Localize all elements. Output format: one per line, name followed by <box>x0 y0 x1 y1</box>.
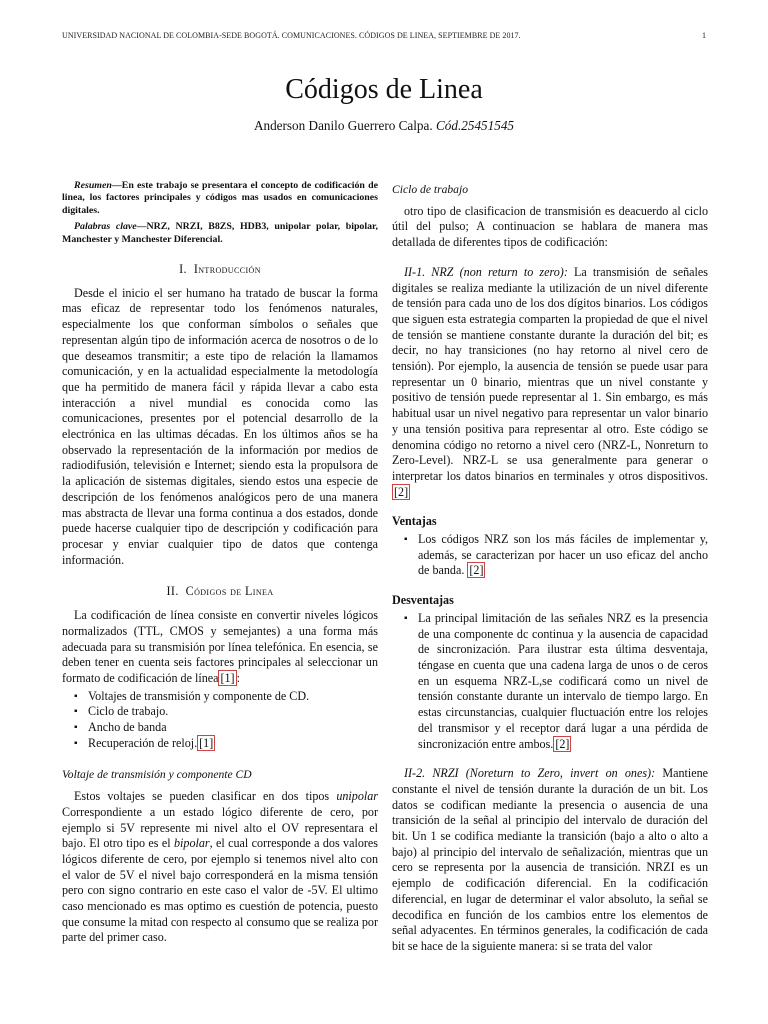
voltaje-text: , el cual corresponde a dos valores lógicos diferente de cero, por ejemplo si tenemos nivel alto con el valor de 5V el nivel bajo corresponderá en la misma tensión pero con signo contrario en este caso el valor de -5V. El ultimo caso mencionado es mas optimo es cuestión de potencia, puesto que consume la mitad con respecto al consumo que se realiza por parte del primer caso. <box>62 836 379 945</box>
ventajas-heading: Ventajas <box>392 514 437 529</box>
author-name: Anderson Danilo Guerrero Calpa. <box>253 118 433 133</box>
nrz-heading: II-1. NRZ (non return to zero): <box>404 264 568 279</box>
list-item <box>88 736 378 752</box>
desventajas-text: La principal limitación de las señales NRZ es la presencia de una componente dc continua y la ausencia de capacidad de sincronización. Para ilustrar esta última desventaja, téngase en cuenta que una cadena larga de unos o de ceros en un esquema NRZ-L,se codificará como un nivel de tensión constante durante un intervalo de tiempo largo. En estas circunstancias, cualquier fluctuación entre los relojes del transmisor y el receptor dará lugar a una pérdida de sincronización entre ambos. <box>418 610 708 751</box>
abstract <box>62 180 378 246</box>
term-bipolar: bipolar <box>173 836 210 851</box>
ciclo-paragraph: otro tipo de clasificacion de transmisión es deacuerdo al ciclo útil del pulso; A continuacion se hablara de manera mas detallada de diferentes tipos de codificación: <box>392 203 708 250</box>
codigos-paragraph <box>62 608 378 687</box>
codigos-text: La codificación de línea consiste en convertir niveles lógicos normalizados (TTL, CMOS y semejantes) a una forma más adecuada para su transmisión por línea telefónica. En esencia, se deben tener en cuenta seis factores principales al seleccionar un formato de codificación de línea <box>62 608 378 685</box>
citation-link[interactable]: [1] <box>220 670 235 685</box>
nrzi-paragraph <box>392 766 708 954</box>
right-column <box>392 180 708 955</box>
section-numeral: II. <box>166 584 179 599</box>
ventajas-list <box>392 532 708 579</box>
voltaje-text: Correspondiente a un estado lógico diferente de cero, por ejemplo si 5V represente mi nivel alto el OV representara el bajo. El otro tipo es el <box>62 804 378 851</box>
left-column <box>62 180 378 946</box>
section-title: Códigos de Linea <box>185 584 274 599</box>
page-number: 1 <box>701 31 706 40</box>
section-numeral: I. <box>179 262 187 277</box>
codigos-colon: : <box>236 670 240 685</box>
ventajas-text: Los códigos NRZ son los más fáciles de implementar y, además, se caracterizan por hacer un uso eficaz del ancho de banda. <box>418 532 708 578</box>
subsection-heading-voltaje: Voltaje de transmisión y componente CD <box>62 768 252 782</box>
nrz-text: La transmisión de señales digitales se realiza mediante la utilización de un nivel diferente de tensión para cada uno de los dos dígitos binarios. Los códigos que siguen esta estrategia comparten la propiedad de que el nivel de tensión se mantiene constante durante la duración del bit; es decir, no hay transiciones (no hay retorno al nivel cero de tensión). Por ejemplo, la ausencia de tensión se puede usar para representar un 0 binario, mientras que un nivel constante y positivo de tensión puede representar al 1. Sin embargo, es más habitual usar un nivel negativo para representar un valor binario y una tensión positiva para representar al otro. Este código se denomina código no retorno a nivel cero (NRZ-L, Nonreturn to Zero-Level). NRZ-L se usa generalmente para generar o interpretar los datos binarios en terminales y otros dispositivos. <box>392 264 708 483</box>
section-title: Introducción <box>193 262 261 277</box>
list-item <box>88 720 378 736</box>
paper-title: Códigos de Linea <box>285 74 483 105</box>
voltaje-text: Estos voltajes se pueden clasificar en dos tipos <box>74 789 337 804</box>
citation-link[interactable]: [2] <box>555 736 570 751</box>
abstract-text: —En este trabajo se presentara el concepto de codificación de linea, los factores principales y códigos mas usados en comunicaciones digitales. <box>62 180 378 216</box>
voltaje-paragraph <box>62 789 378 946</box>
list-item <box>418 611 708 752</box>
intro-paragraph: Desde el inicio el ser humano ha tratado de buscar la forma mas eficaz de representar todo los fenómenos naturales, especialmente los que conforman símbolos o señales que representan algún tipo de información acerca de nosotros o de lo que deseamos transmitir; a este tipo de relación la llamamos comunicación, y en la actualidad especialmente la metodología que ha permitido de manera fácil y rápida llevar a cabo esta interacción a nivel mundial es conocida como las comunicaciones, presentes por el potencial desarrollo de la electrónica en las ultimas décadas. En los últimos años se ha observado la representación de la información por medios de radiodifusión, televisión e Internet; siendo esta la propulsora de la aplicación de sistemas digitales, siendo estos una especie de descripción de los fenómenos analógicos pero de una manera mas abstracta de llevar una forma continua a dos estados, donde puede hacerse cualquier tipo de descripción y codificación para procesar y enviar cualquier tipo de datos que contenga información. <box>62 285 378 567</box>
author-line <box>0 118 768 134</box>
desventajas-heading: Desventajas <box>392 593 454 608</box>
list-item-text: Voltajes de transmisión y componente de CD. <box>88 688 310 703</box>
running-title: UNIVERSIDAD NACIONAL DE COLOMBIA-SEDE BOGOTÁ. COMUNICACIONES. CÓDIGOS DE LINEA, SEPTIEMBRE DE 2017. <box>62 31 521 40</box>
list-item <box>88 689 378 705</box>
citation-link[interactable]: [1] <box>199 735 214 750</box>
citation-link[interactable]: [2] <box>469 563 484 578</box>
list-item <box>88 704 378 720</box>
keywords-label: Palabras clave <box>74 221 137 233</box>
abstract-label: Resumen <box>74 180 112 191</box>
nrzi-text: Mantiene constante el nivel de tensión durante la duración de un bit. Los datos se codifican mediante la presencia o ausencia de una transición de la señal al principio del intervalo de duración del bit. Un 1 se codifica mediante la transición (bajo a alto o alto a bajo) al principio del intervalo de señalización, mientras que un cero se representa por la ausencia de transición. NRZI es un ejemplo de codificación diferencial. En la codificación diferencial, en lugar de determinar el valor absoluto, la señal se decodifica en función de los cambios entre los elementos de señal adyacentes. En términos generales, la codificación de cada bit se hace de la siguiente manera: si se trata del valor <box>392 766 708 953</box>
section-heading-introduccion <box>62 262 378 278</box>
nrz-paragraph <box>392 265 708 501</box>
list-item-text: Recuperación de reloj. <box>88 735 198 750</box>
keywords-text: —NRZ, NRZI, B8ZS, HDB3, unipolar polar, bipolar, Manchester y Manchester Diferencial. <box>62 221 378 245</box>
nrzi-heading: II-2. NRZI (Noreturn to Zero, invert on ones): <box>404 766 656 781</box>
desventajas-list <box>392 611 708 752</box>
author-code: Cód.25451545 <box>435 118 515 133</box>
term-unipolar: unipolar <box>336 789 378 804</box>
running-header <box>62 31 706 40</box>
factors-list <box>62 689 378 752</box>
list-item-text: Ciclo de trabajo. <box>88 704 169 719</box>
citation-link[interactable]: [2] <box>394 484 409 499</box>
subsection-heading-ciclo: Ciclo de trabajo <box>392 183 468 196</box>
list-item <box>418 532 708 579</box>
list-item-text: Ancho de banda <box>88 720 167 735</box>
section-heading-codigos <box>62 584 378 600</box>
